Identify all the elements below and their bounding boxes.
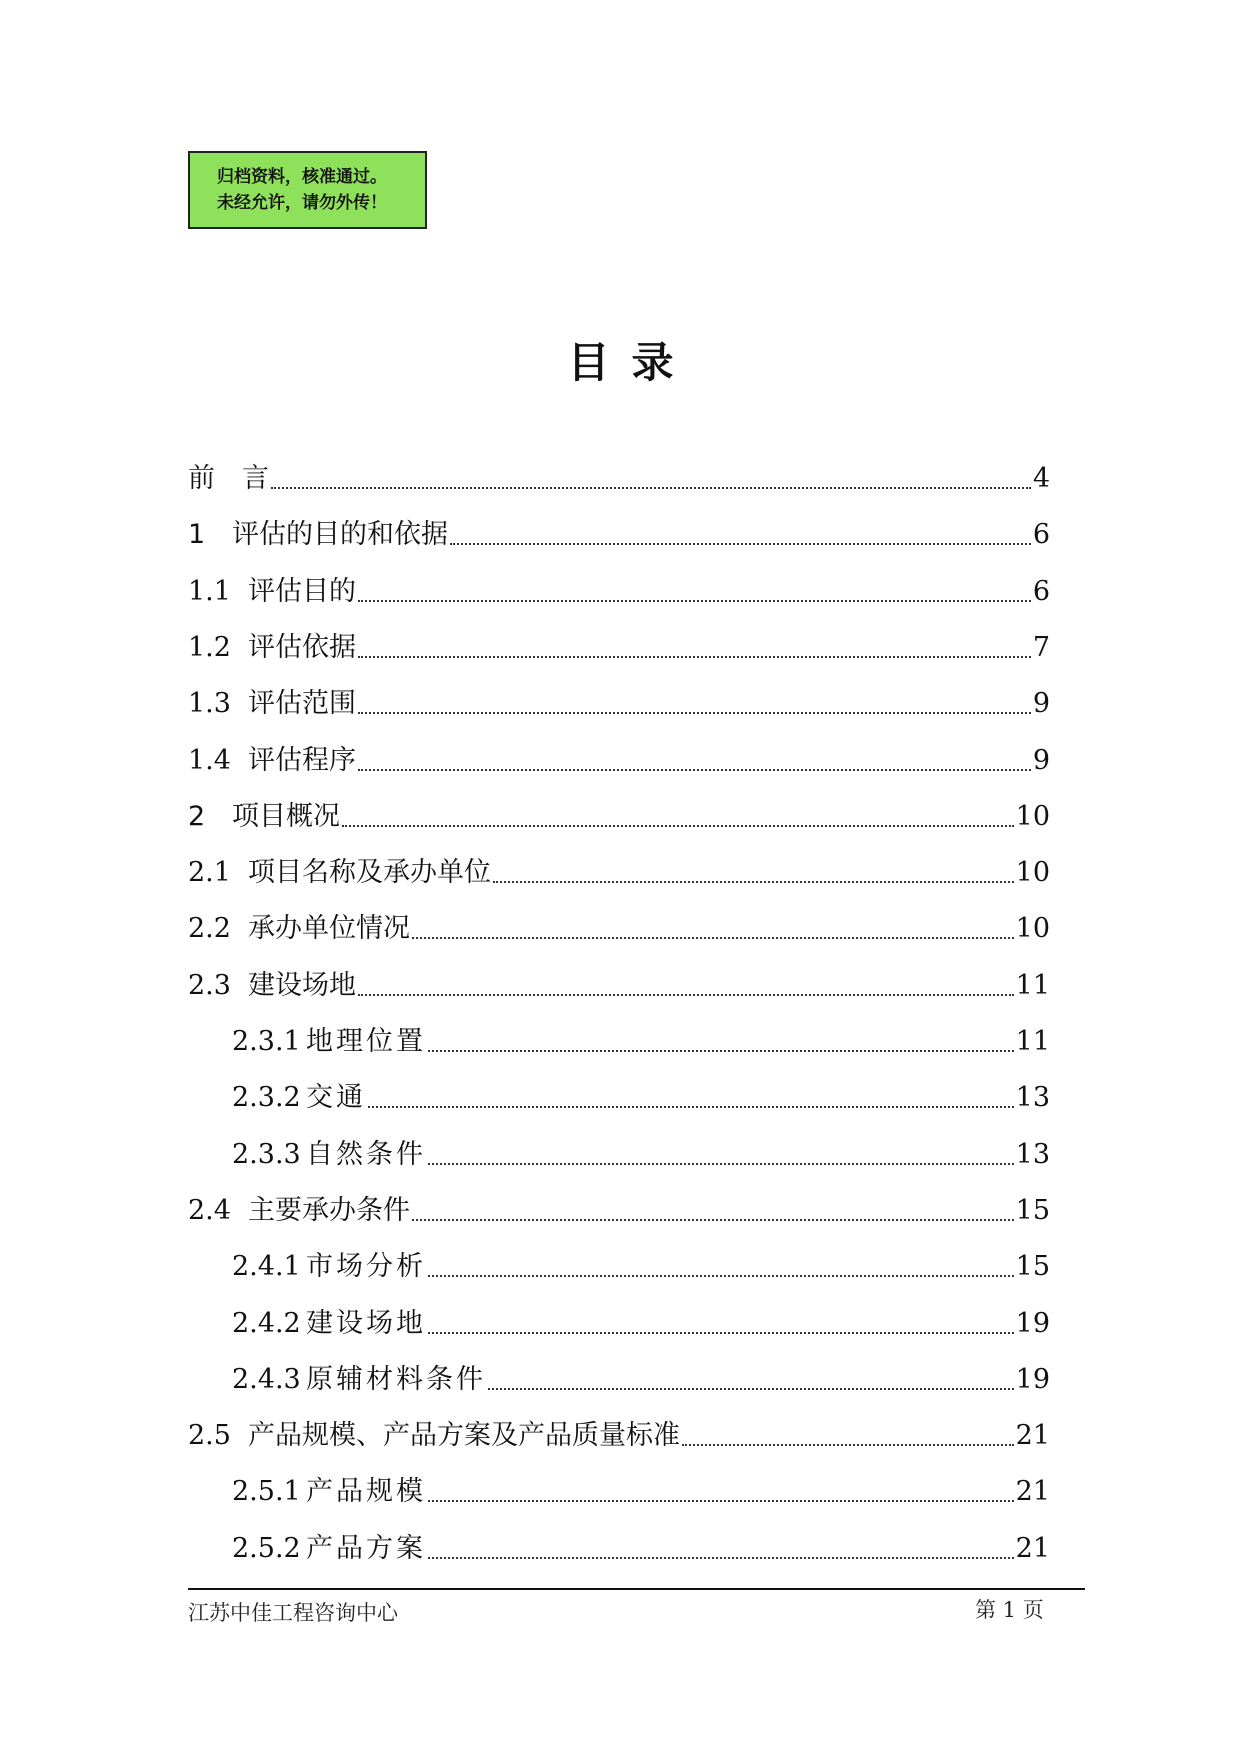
toc-leader-dots [488, 1388, 1014, 1390]
toc-page-number: 11 [1015, 970, 1050, 1001]
toc-page-number: 21 [1015, 1476, 1050, 1507]
toc-entry[interactable] [232, 1023, 1050, 1061]
toc-entry-number: 1.4 [188, 745, 231, 776]
toc-entry[interactable] [188, 1417, 1050, 1455]
toc-page-number: 4 [1032, 463, 1050, 494]
footer-page-number: 第 1 页 [975, 1598, 1044, 1622]
toc-entry-number: 2.4.1 [232, 1251, 301, 1282]
stamp-line-1: 归档资料，核准通过。 [217, 167, 387, 187]
toc-leader-dots [358, 712, 1031, 714]
toc-entry-number: 2.5 [188, 1420, 231, 1451]
toc-leader-dots [358, 600, 1031, 602]
toc-page-number: 19 [1015, 1308, 1050, 1339]
toc-entry-title: 产品方案 [306, 1533, 426, 1564]
toc-entry-number: 2 [188, 801, 206, 832]
page-title: 目录 [567, 338, 696, 387]
toc-entry-title: 产品规模 [306, 1476, 426, 1507]
toc-entry[interactable] [188, 685, 1050, 723]
toc-leader-dots [493, 881, 1014, 883]
toc-leader-dots [271, 487, 1031, 489]
toc-page-number: 6 [1032, 519, 1050, 550]
toc-leader-dots [358, 656, 1031, 658]
toc-entry-title: 主要承办条件 [248, 1195, 410, 1226]
toc-page-number: 15 [1015, 1195, 1050, 1226]
toc-entry-number: 2.4.3 [232, 1364, 301, 1395]
toc-page-number: 10 [1015, 857, 1050, 888]
toc-entry-title: 自然条件 [306, 1139, 426, 1170]
toc-page-number: 9 [1032, 688, 1050, 719]
toc-entry[interactable] [188, 1192, 1050, 1230]
toc-entry[interactable] [188, 629, 1050, 667]
toc-leader-dots [428, 1332, 1014, 1334]
toc-leader-dots [358, 994, 1014, 996]
toc-entry-title: 建设场地 [248, 970, 356, 1001]
toc-leader-dots [428, 1050, 1014, 1052]
toc-leader-dots [428, 1275, 1014, 1277]
toc-entry-number: 2.4 [188, 1195, 231, 1226]
toc-entry-title: 地理位置 [306, 1026, 426, 1057]
toc-entry-title: 评估目的 [248, 576, 356, 607]
toc-entry-number: 2.5.1 [232, 1476, 301, 1507]
toc-page-number: 7 [1032, 632, 1050, 663]
footer-organization: 江苏中佳工程咨询中心 [188, 1601, 398, 1625]
toc-leader-dots [412, 1219, 1014, 1221]
toc-leader-dots [358, 769, 1031, 771]
toc-entry-number: 1.1 [188, 576, 231, 607]
toc-page-number: 15 [1015, 1251, 1050, 1282]
toc-entry[interactable] [188, 573, 1050, 611]
toc-entry-number: 2.3.2 [232, 1082, 301, 1113]
toc-entry-title: 评估程序 [248, 745, 356, 776]
toc-entry[interactable] [232, 1473, 1050, 1511]
toc-entry-title: 评估范围 [248, 688, 356, 719]
toc-leader-dots [428, 1557, 1014, 1559]
toc-entry-number: 2.2 [188, 913, 231, 944]
toc-entry-title: 交通 [306, 1082, 366, 1113]
toc-entry-title: 原辅材料条件 [306, 1364, 486, 1395]
toc-page-number: 6 [1032, 576, 1050, 607]
toc-entry-title: 项目名称及承办单位 [248, 857, 491, 888]
toc-page-number: 13 [1015, 1082, 1050, 1113]
toc-entry-title: 建设场地 [306, 1308, 426, 1339]
toc-page-number: 11 [1015, 1026, 1050, 1057]
toc-entry-title: 评估的目的和依据 [232, 519, 448, 550]
toc-entry[interactable] [232, 1530, 1050, 1568]
toc-entry[interactable] [232, 1305, 1050, 1343]
toc-entry-number: 2.3 [188, 970, 231, 1001]
toc-entry-number: 2.4.2 [232, 1308, 301, 1339]
toc-entry[interactable] [188, 910, 1050, 948]
toc-entry[interactable] [232, 1248, 1050, 1286]
toc-entry[interactable] [232, 1361, 1050, 1399]
toc-entry-number: 1.3 [188, 688, 231, 719]
toc-entry[interactable] [188, 798, 1050, 836]
toc-entry-number: 1 [188, 519, 206, 550]
toc-entry-number: 前 言 [188, 463, 269, 494]
toc-entry-title: 项目概况 [232, 801, 340, 832]
toc-page-number: 10 [1015, 801, 1050, 832]
stamp-line-2: 未经允许，请勿外传！ [217, 193, 387, 213]
toc-page-number: 13 [1015, 1139, 1050, 1170]
toc-page-number: 21 [1015, 1533, 1050, 1564]
toc-entry-title: 市场分析 [306, 1251, 426, 1282]
toc-entry[interactable] [188, 742, 1050, 780]
toc-entry-title: 产品规模、产品方案及产品质量标准 [248, 1420, 680, 1451]
toc-entry[interactable] [232, 1079, 1050, 1117]
toc-leader-dots [342, 825, 1014, 827]
footer-divider [188, 1588, 1085, 1590]
toc-entry-number: 2.5.2 [232, 1533, 301, 1564]
toc-entry[interactable] [232, 1136, 1050, 1174]
toc-entry[interactable] [188, 967, 1050, 1005]
toc-entry[interactable] [188, 516, 1050, 554]
toc-page-number: 9 [1032, 745, 1050, 776]
toc-entry-title: 承办单位情况 [248, 913, 410, 944]
toc-entry-title: 评估依据 [248, 632, 356, 663]
toc-page-number: 21 [1015, 1420, 1050, 1451]
toc-leader-dots [428, 1163, 1014, 1165]
toc-page-number: 19 [1015, 1364, 1050, 1395]
toc-leader-dots [412, 937, 1014, 939]
toc-entry[interactable] [188, 854, 1050, 892]
toc-entry-number: 2.3.3 [232, 1139, 301, 1170]
toc-entry-number: 1.2 [188, 632, 231, 663]
toc-leader-dots [428, 1500, 1014, 1502]
toc-page-number: 10 [1015, 913, 1050, 944]
toc-entry[interactable] [188, 460, 1050, 498]
toc-entry-number: 2.3.1 [232, 1026, 301, 1057]
toc-entry-number: 2.1 [188, 857, 231, 888]
toc-leader-dots [450, 543, 1031, 545]
toc-leader-dots [682, 1444, 1014, 1446]
toc-leader-dots [368, 1106, 1014, 1108]
